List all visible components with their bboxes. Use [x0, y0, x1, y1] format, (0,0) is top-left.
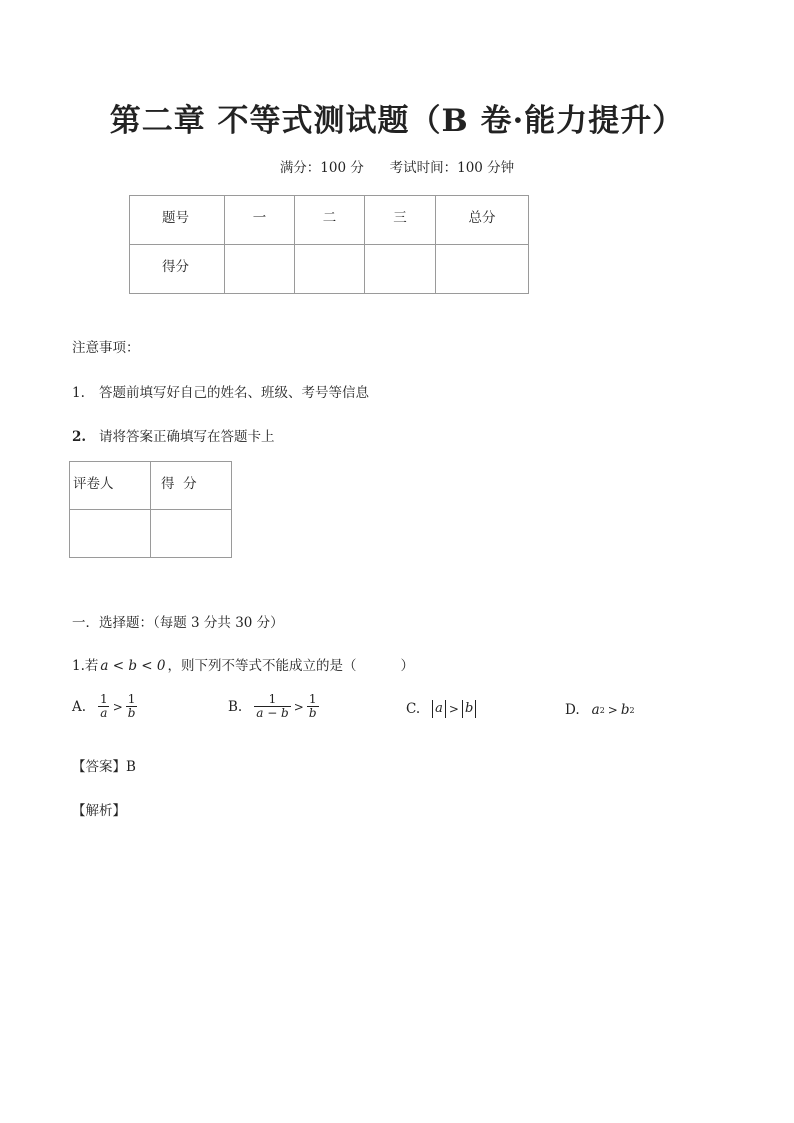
option-label: D. — [565, 702, 580, 718]
table-row — [130, 196, 529, 245]
grader-cell — [70, 510, 151, 558]
abs-value: b — [462, 700, 476, 718]
option-a[interactable] — [72, 693, 137, 720]
note-number: 1. — [72, 385, 85, 401]
term: b — [620, 702, 630, 718]
page-title: 第二章 不等式测试题（B 卷·能力提升） — [109, 103, 685, 139]
note-item — [72, 381, 369, 401]
score-cell — [436, 245, 529, 294]
question-prefix: 1.若 — [72, 658, 99, 674]
grader-table — [69, 461, 232, 558]
table-row — [70, 510, 232, 558]
answer-label: 【答案】 — [72, 759, 126, 775]
operator: > — [448, 702, 459, 716]
notes-heading: 注意事项： — [72, 340, 140, 356]
fraction: $\frac{1}{a - b}$ — [256, 692, 289, 720]
answer-value: B — [126, 759, 136, 775]
score-cell — [365, 245, 436, 294]
score-header-cell: 二 — [295, 196, 365, 245]
fraction: $\frac{1}{b}$ — [127, 692, 136, 720]
term: a — [591, 702, 600, 718]
option-b[interactable] — [228, 693, 319, 720]
note-item — [72, 425, 275, 445]
score-header-cell: 一 — [225, 196, 295, 245]
section-heading: 一．选择题：（每题 3 分共 30 分） — [72, 615, 284, 631]
note-text: 答题前填写好自己的姓名、班级、考号等信息 — [99, 385, 369, 401]
score-cell — [295, 245, 365, 294]
abs-value: a — [432, 700, 446, 718]
grader-header-cell: 得 分 — [151, 462, 232, 510]
operator: > — [293, 699, 304, 714]
note-number: 2. — [72, 429, 87, 445]
fraction: $\frac{1}{a}$ — [100, 692, 108, 720]
operator: > — [607, 703, 618, 717]
exam-info: 满分：100 分 考试时间：100 分钟 — [279, 160, 515, 176]
score-header-cell: 题号 — [130, 196, 225, 245]
option-d[interactable] — [565, 702, 635, 718]
table-row — [130, 245, 529, 294]
note-text: 请将答案正确填写在答题卡上 — [99, 429, 275, 445]
option-label: A. — [72, 698, 87, 715]
score-cell — [225, 245, 295, 294]
exponent: 2 — [629, 705, 635, 715]
fraction: $\frac{1}{b}$ — [308, 692, 317, 720]
option-label: B. — [228, 698, 243, 715]
operator: > — [112, 699, 123, 714]
score-header-cell: 总分 — [436, 196, 529, 245]
score-header-cell: 三 — [365, 196, 436, 245]
grader-cell — [151, 510, 232, 558]
option-label: C. — [406, 701, 421, 717]
grader-header-cell: 评卷人 — [70, 462, 151, 510]
score-row-label: 得分 — [130, 245, 225, 294]
analysis-label: 【解析】 — [72, 803, 126, 819]
score-table — [129, 195, 529, 294]
exponent: 2 — [599, 705, 605, 715]
table-row — [70, 462, 232, 510]
question-suffix: ，则下列不等式不能成立的是（ — [167, 658, 357, 674]
question-stem — [72, 654, 414, 674]
question-condition: a < b < 0 — [100, 658, 166, 674]
answer-line — [72, 755, 136, 775]
question-close: ） — [400, 658, 414, 674]
option-c[interactable] — [406, 700, 476, 718]
